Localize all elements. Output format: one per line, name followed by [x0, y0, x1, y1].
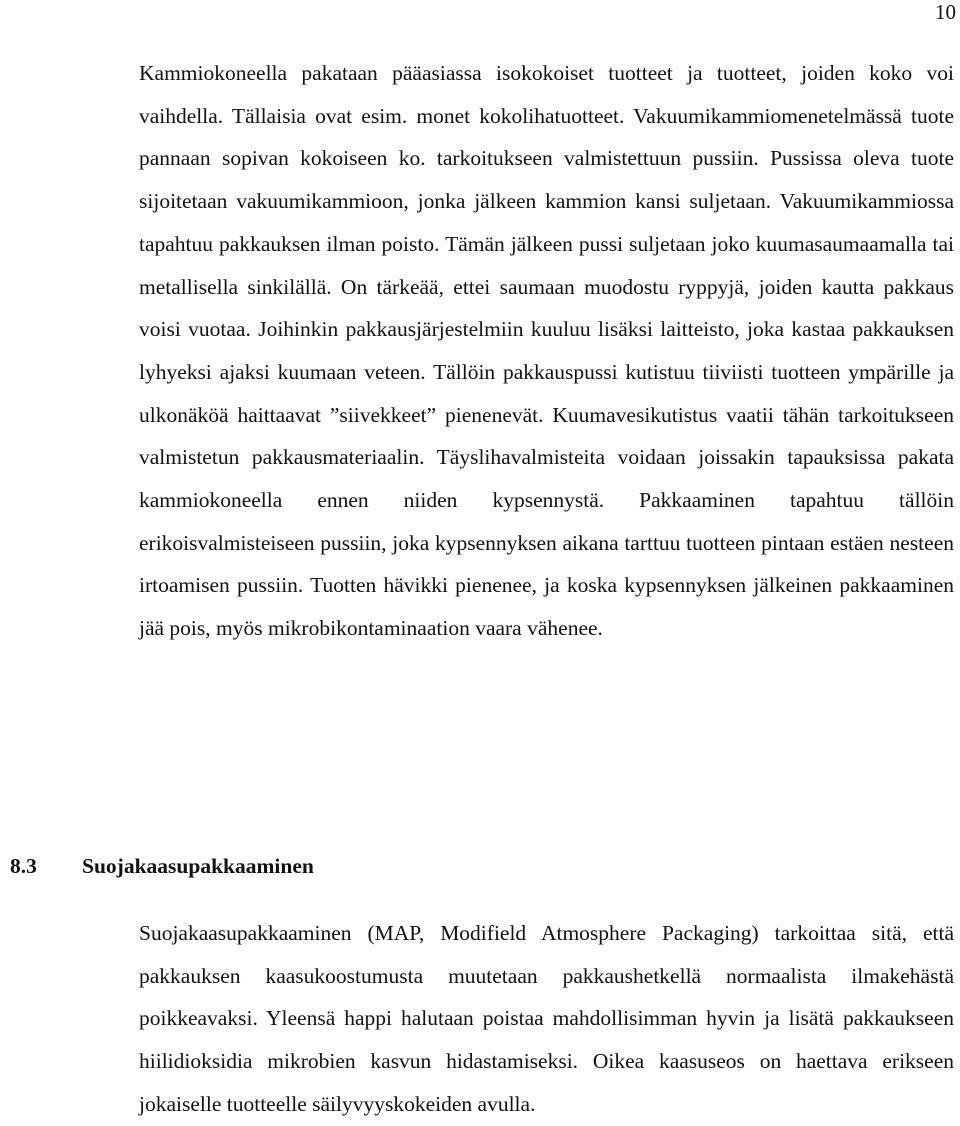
page-number: 10	[935, 0, 956, 24]
section-heading	[10, 848, 314, 884]
body-paragraph-vacuum-chamber: Kammiokoneella pakataan pääasiassa isokokoiset tuotteet ja tuotteet, joiden koko voi vaihdella. Tällaisia ovat esim. monet kokolihatuotteet. Vakuumikammiomenetelmässä tuote pannaan sopivan kokoiseen ko. tarkoitukseen valmistettuun pussiin. Pussissa oleva tuote sijoitetaan vakuumikammioon, jonka jälkeen kammion kansi suljetaan. Vakuumikammiossa tapahtuu pakkauksen ilman poisto. Tämän jälkeen pussi suljetaan joko kuumasaumaamalla tai metallisella sinkilällä. On tärkeää, ettei saumaan muodostu ryppyjä, joiden kautta pakkaus voisi vuotaa. Joihinkin pakkausjärjestelmiin kuuluu lisäksi laitteisto, joka kastaa pakkauksen lyhyeksi ajaksi kuumaan veteen. Tällöin pakkauspussi kutistuu tiiviisti tuotteen ympärille ja ulkonäköä haittaavat ”siivekkeet” pienenevät. Kuumavesikutistus vaatii tähän tarkoitukseen valmistetun pakkausmateriaalin. Täyslihavalmisteita voidaan joissakin tapauksissa pakata kammiokoneella ennen niiden kypsennystä. Pakkaaminen tapahtuu tällöin erikoisvalmisteiseen pussiin, joka kypsennyksen aikana tarttuu tuotteen pintaan estäen nesteen irtoamisen pussiin. Tuotten hävikki pienenee, ja koska kypsennyksen jälkeinen pakkaaminen jää pois, myös mikrobikontaminaation vaara vähenee.	[139, 61, 954, 641]
section-number: 8.3	[10, 854, 37, 878]
body-paragraph-protective-gas: Suojakaasupakkaaminen (MAP, Modifield Atmosphere Packaging) tarkoittaa sitä, että pakkauksen kaasukoostumusta muutetaan pakkaushetkellä normaalista ilmakehästä poikkeavaksi. Yleensä happi halutaan poistaa mahdollisimman hyvin ja lisätä pakkaukseen hiilidioksidia mikrobien kasvun hidastamiseksi. Oikea kaasuseos on haettava erikseen jokaiselle tuotteelle säilyvyyskokeiden avulla.	[139, 921, 954, 1116]
section-title: Suojakaasupakkaaminen	[82, 854, 314, 878]
